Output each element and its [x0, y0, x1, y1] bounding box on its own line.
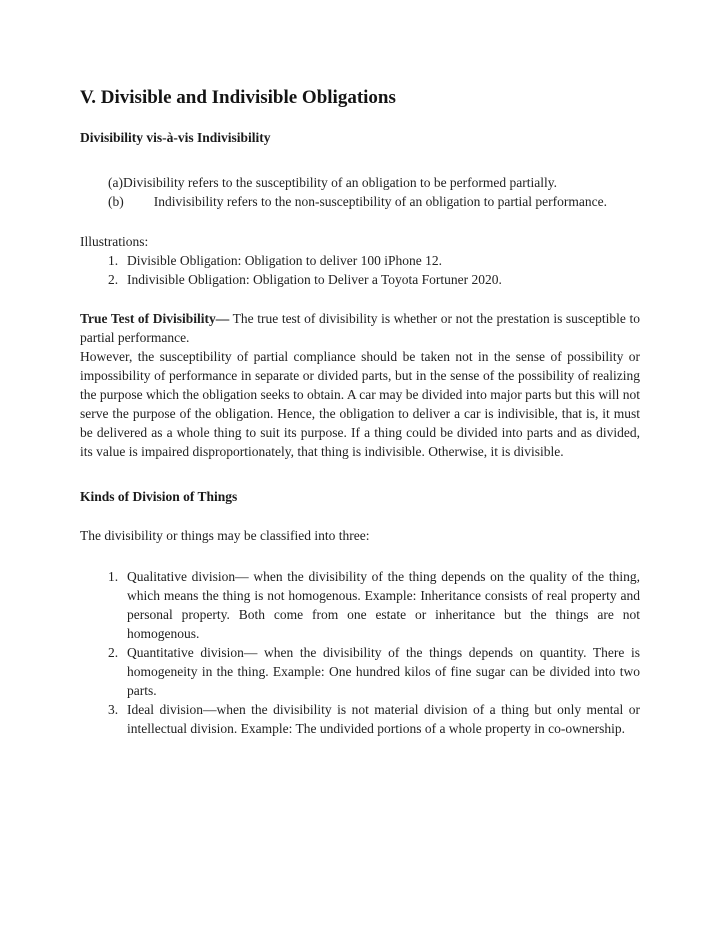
kind-number-2: 2. — [108, 645, 119, 660]
document-title: V. Divisible and Indivisible Obligations — [80, 87, 396, 108]
kind-text-3: Ideal division—when the divisibility is not material division of a thing but only mental or intellectual division. Example: The undivided portions of a whole property in co-ownership. — [127, 702, 640, 736]
definition-list — [80, 173, 640, 211]
list-number-2: 2. — [108, 272, 119, 287]
kinds-list — [80, 567, 640, 738]
section-heading-divisibility: Divisibility vis-à-vis Indivisibility — [80, 130, 271, 145]
illustrations-label: Illustrations: — [80, 234, 149, 249]
list-marker-a: (a) — [108, 175, 123, 190]
list-marker-b: (b) — [108, 194, 124, 209]
true-test-lead: True Test of Divisibility— — [80, 311, 230, 326]
kind-text-1: Qualitative division— when the divisibility of the thing depends on the quality of the thing, which means the thing is not homogenous. Example: Inheritance consists of real property and personal property. Both come from one estate or inheritance but the things are not homogenous. — [127, 569, 640, 641]
list-number-1: 1. — [108, 253, 119, 268]
definition-text-a: Divisibility refers to the susceptibility of an obligation to be performed partially. — [122, 175, 558, 190]
illustration-item-2 — [80, 270, 640, 289]
definition-item-b — [80, 192, 640, 211]
definition-item-a — [80, 173, 640, 192]
illustration-text-1: Divisible Obligation: Obligation to deliver 100 iPhone 12. — [127, 253, 442, 268]
kind-item-3 — [80, 700, 640, 738]
illustrations-section — [80, 232, 640, 289]
illustration-item-1 — [80, 251, 640, 270]
kind-item-1 — [80, 567, 640, 643]
true-test-continuation: However, the susceptibility of partial compliance should be taken not in the sense of possibility or impossibility of performance in separate or divided parts, but in the sense of the possibility of realizing the purpose which the obligation seeks to obtain. A car may be divided into major parts but this will not serve the purpose of the obligation. Hence, the obligation to deliver a car is indivisible, that is, it must be delivered as a whole thing to suit its purpose. If a thing could be divided into parts and as divided, its value is impaired disproportionately, that thing is indivisible. Otherwise, it is divisible. — [80, 349, 640, 459]
definition-text-b: Indivisibility refers to the non-susceptibility of an obligation to partial performance. — [153, 194, 608, 209]
true-test-section — [80, 309, 640, 461]
kind-text-2: Quantitative division— when the divisibility of the things depends on quantity. There is homogeneity in the thing. Example: One hundred kilos of fine sugar can be divided into two parts. — [127, 645, 640, 698]
kinds-intro: The divisibility or things may be classified into three: — [80, 528, 370, 543]
kind-item-2 — [80, 643, 640, 700]
section-heading-kinds: Kinds of Division of Things — [80, 489, 238, 504]
true-test-paragraph — [80, 309, 640, 347]
illustration-text-2: Indivisible Obligation: Obligation to Deliver a Toyota Fortuner 2020. — [127, 272, 502, 287]
kind-number-1: 1. — [108, 569, 119, 584]
true-test-text: The true test of divisibility is whether or not the prestation is susceptible to partial performance. — [80, 311, 641, 345]
kind-number-3: 3. — [108, 702, 119, 717]
